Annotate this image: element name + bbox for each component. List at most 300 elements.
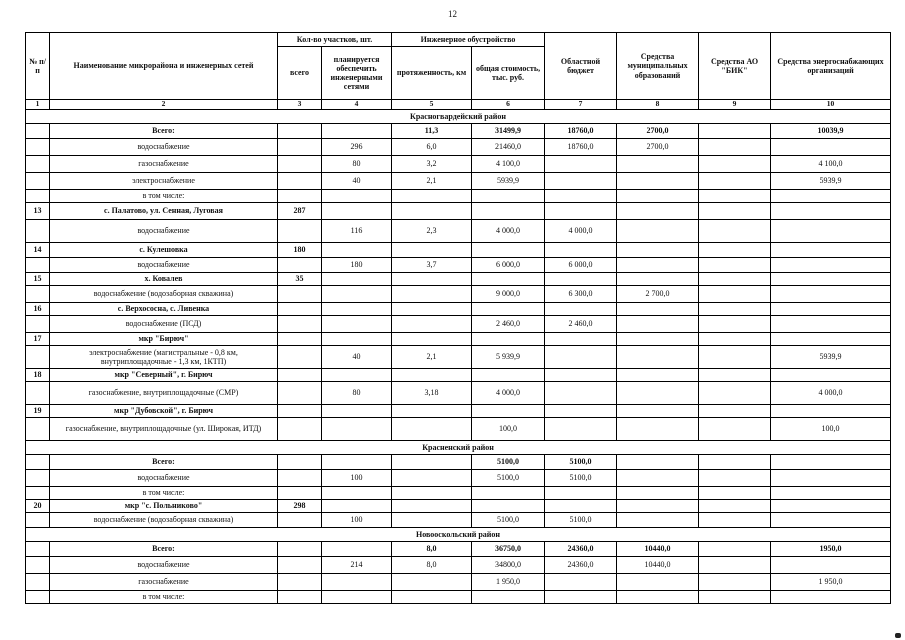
plots-planned-cell bbox=[322, 574, 392, 591]
plots-planned-cell bbox=[322, 333, 392, 346]
municipal-funds-cell bbox=[617, 405, 699, 418]
length-cell bbox=[392, 513, 472, 528]
row-number-cell bbox=[26, 316, 50, 333]
plots-total-cell bbox=[278, 258, 322, 273]
length-cell: 3,7 bbox=[392, 258, 472, 273]
length-cell: 6,0 bbox=[392, 139, 472, 156]
row-number-cell bbox=[26, 574, 50, 591]
energy-funds-cell bbox=[771, 470, 891, 487]
row-name-cell: Всего: bbox=[50, 542, 278, 557]
bik-funds-cell bbox=[699, 333, 771, 346]
municipal-funds-cell bbox=[617, 156, 699, 173]
municipal-funds-cell: 2700,0 bbox=[617, 139, 699, 156]
plots-total-cell bbox=[278, 333, 322, 346]
municipal-funds-cell bbox=[617, 487, 699, 500]
cost-cell: 4 000,0 bbox=[472, 382, 545, 405]
length-cell bbox=[392, 286, 472, 303]
bik-funds-cell bbox=[699, 173, 771, 190]
municipal-funds-cell bbox=[617, 303, 699, 316]
row-name-cell: х. Ковалев bbox=[50, 273, 278, 286]
row-name-cell: водоснабжение (водозаборная скважина) bbox=[50, 513, 278, 528]
plots-total-cell: 180 bbox=[278, 243, 322, 258]
cost-cell bbox=[472, 405, 545, 418]
energy-funds-cell bbox=[771, 557, 891, 574]
length-cell bbox=[392, 470, 472, 487]
energy-funds-cell bbox=[771, 220, 891, 243]
cost-cell bbox=[472, 500, 545, 513]
row-number-cell bbox=[26, 418, 50, 441]
length-cell: 8,0 bbox=[392, 542, 472, 557]
plots-planned-cell bbox=[322, 455, 392, 470]
table-row bbox=[26, 333, 891, 346]
column-number: 4 bbox=[322, 100, 392, 110]
regional-budget-cell: 2 460,0 bbox=[545, 316, 617, 333]
regional-budget-cell bbox=[545, 418, 617, 441]
energy-funds-cell bbox=[771, 369, 891, 382]
municipal-funds-cell: 2700,0 bbox=[617, 124, 699, 139]
plots-planned-cell bbox=[322, 273, 392, 286]
plots-total-cell bbox=[278, 574, 322, 591]
row-name-cell: водоснабжение bbox=[50, 258, 278, 273]
municipal-funds-cell bbox=[617, 258, 699, 273]
plots-planned-cell bbox=[322, 418, 392, 441]
regional-budget-cell bbox=[545, 203, 617, 220]
regional-budget-cell: 24360,0 bbox=[545, 557, 617, 574]
row-number-cell bbox=[26, 591, 50, 604]
energy-funds-cell bbox=[771, 405, 891, 418]
energy-funds-cell bbox=[771, 203, 891, 220]
municipal-funds-cell bbox=[617, 513, 699, 528]
header-name: Наименование микрорайона и инженерных сетей bbox=[50, 33, 278, 100]
municipal-funds-cell bbox=[617, 243, 699, 258]
energy-funds-cell bbox=[771, 591, 891, 604]
cost-cell: 5100,0 bbox=[472, 513, 545, 528]
row-name-cell: водоснабжение bbox=[50, 470, 278, 487]
energy-funds-cell bbox=[771, 303, 891, 316]
header-infra-group: Инженерное обустройство bbox=[392, 33, 545, 47]
cost-cell: 31499,9 bbox=[472, 124, 545, 139]
plots-planned-cell bbox=[322, 542, 392, 557]
cost-cell: 5100,0 bbox=[472, 455, 545, 470]
plots-planned-cell bbox=[322, 591, 392, 604]
cost-cell: 1 950,0 bbox=[472, 574, 545, 591]
district-title: Красногвардейский район bbox=[26, 110, 891, 124]
plots-planned-cell bbox=[322, 369, 392, 382]
column-number: 7 bbox=[545, 100, 617, 110]
bik-funds-cell bbox=[699, 574, 771, 591]
row-name-cell: с. Палатово, ул. Сенная, Луговая bbox=[50, 203, 278, 220]
municipal-funds-cell bbox=[617, 333, 699, 346]
district-header-row bbox=[26, 528, 891, 542]
regional-budget-cell bbox=[545, 487, 617, 500]
plots-total-cell bbox=[278, 591, 322, 604]
plots-planned-cell bbox=[322, 303, 392, 316]
page-number: 12 bbox=[448, 9, 457, 19]
length-cell bbox=[392, 455, 472, 470]
cost-cell: 9 000,0 bbox=[472, 286, 545, 303]
header-planned: планируется обеспечить инженерными сетями bbox=[322, 47, 392, 100]
regional-budget-cell: 5100,0 bbox=[545, 513, 617, 528]
cost-cell: 4 100,0 bbox=[472, 156, 545, 173]
column-number-row bbox=[26, 100, 891, 110]
plots-planned-cell bbox=[322, 190, 392, 203]
plots-total-cell bbox=[278, 405, 322, 418]
bik-funds-cell bbox=[699, 156, 771, 173]
regional-budget-cell: 6 000,0 bbox=[545, 258, 617, 273]
length-cell: 2,3 bbox=[392, 220, 472, 243]
regional-budget-cell bbox=[545, 173, 617, 190]
plots-total-cell bbox=[278, 190, 322, 203]
row-number-cell: 15 bbox=[26, 273, 50, 286]
municipal-funds-cell: 10440,0 bbox=[617, 557, 699, 574]
column-number: 2 bbox=[50, 100, 278, 110]
row-number-cell: 20 bbox=[26, 500, 50, 513]
cost-cell bbox=[472, 243, 545, 258]
plots-total-cell bbox=[278, 455, 322, 470]
bik-funds-cell bbox=[699, 455, 771, 470]
row-number-cell bbox=[26, 173, 50, 190]
bik-funds-cell bbox=[699, 542, 771, 557]
cost-cell: 2 460,0 bbox=[472, 316, 545, 333]
row-number-cell bbox=[26, 455, 50, 470]
bik-funds-cell bbox=[699, 513, 771, 528]
row-number-cell bbox=[26, 513, 50, 528]
row-name-cell: водоснабжение bbox=[50, 139, 278, 156]
district-title: Красненский район bbox=[26, 441, 891, 455]
municipal-funds-cell bbox=[617, 369, 699, 382]
municipal-funds-cell: 10440,0 bbox=[617, 542, 699, 557]
regional-budget-cell: 18760,0 bbox=[545, 139, 617, 156]
row-name-cell: мкр "с. Польниково" bbox=[50, 500, 278, 513]
table-row bbox=[26, 156, 891, 173]
plots-planned-cell bbox=[322, 243, 392, 258]
table-row bbox=[26, 513, 891, 528]
plots-total-cell bbox=[278, 303, 322, 316]
table-row bbox=[26, 500, 891, 513]
table-row bbox=[26, 286, 891, 303]
table-row bbox=[26, 220, 891, 243]
plots-total-cell bbox=[278, 470, 322, 487]
length-cell: 2,1 bbox=[392, 346, 472, 369]
regional-budget-cell bbox=[545, 500, 617, 513]
plots-planned-cell: 214 bbox=[322, 557, 392, 574]
length-cell: 11,3 bbox=[392, 124, 472, 139]
plots-planned-cell: 100 bbox=[322, 470, 392, 487]
energy-funds-cell bbox=[771, 333, 891, 346]
plots-planned-cell: 40 bbox=[322, 346, 392, 369]
cost-cell: 6 000,0 bbox=[472, 258, 545, 273]
cost-cell: 4 000,0 bbox=[472, 220, 545, 243]
header-no: № п/п bbox=[26, 33, 50, 100]
plots-total-cell bbox=[278, 418, 322, 441]
cost-cell: 5 939,9 bbox=[472, 346, 545, 369]
table-row bbox=[26, 190, 891, 203]
plots-total-cell bbox=[278, 220, 322, 243]
regional-budget-cell bbox=[545, 405, 617, 418]
cost-cell bbox=[472, 487, 545, 500]
cost-cell bbox=[472, 591, 545, 604]
plots-total-cell bbox=[278, 513, 322, 528]
table-row bbox=[26, 243, 891, 258]
regional-budget-cell: 24360,0 bbox=[545, 542, 617, 557]
row-number-cell bbox=[26, 557, 50, 574]
bik-funds-cell bbox=[699, 286, 771, 303]
regional-budget-cell bbox=[545, 591, 617, 604]
plots-total-cell: 287 bbox=[278, 203, 322, 220]
row-name-cell: газоснабжение, внутриплощадочные (ул. Широкая, ИТД) bbox=[50, 418, 278, 441]
row-name-cell: электроснабжение (магистральные - 0,8 км, внутриплощадочные - 1,3 км, 1КТП) bbox=[50, 346, 278, 369]
energy-funds-cell bbox=[771, 243, 891, 258]
row-name-cell: в том числе: bbox=[50, 190, 278, 203]
row-name-cell: Всего: bbox=[50, 455, 278, 470]
row-name-cell: водоснабжение bbox=[50, 220, 278, 243]
row-name-cell: водоснабжение bbox=[50, 557, 278, 574]
plots-total-cell bbox=[278, 369, 322, 382]
row-name-cell: в том числе: bbox=[50, 591, 278, 604]
regional-budget-cell: 6 300,0 bbox=[545, 286, 617, 303]
table-row bbox=[26, 591, 891, 604]
municipal-funds-cell bbox=[617, 203, 699, 220]
row-name-cell: мкр "Бирюч" bbox=[50, 333, 278, 346]
cost-cell bbox=[472, 203, 545, 220]
table-row bbox=[26, 382, 891, 405]
length-cell bbox=[392, 243, 472, 258]
plots-planned-cell bbox=[322, 124, 392, 139]
row-number-cell bbox=[26, 258, 50, 273]
table-row bbox=[26, 346, 891, 369]
bik-funds-cell bbox=[699, 243, 771, 258]
bik-funds-cell bbox=[699, 557, 771, 574]
row-name-cell: мкр "Северный", г. Бирюч bbox=[50, 369, 278, 382]
municipal-funds-cell bbox=[617, 273, 699, 286]
length-cell bbox=[392, 574, 472, 591]
energy-funds-cell: 5939,9 bbox=[771, 173, 891, 190]
regional-budget-cell bbox=[545, 369, 617, 382]
table-body bbox=[26, 110, 891, 604]
regional-budget-cell: 5100,0 bbox=[545, 455, 617, 470]
cost-cell bbox=[472, 303, 545, 316]
header-plots-group: Кол-во участков, шт. bbox=[278, 33, 392, 47]
regional-budget-cell bbox=[545, 190, 617, 203]
district-header-row bbox=[26, 110, 891, 124]
length-cell bbox=[392, 369, 472, 382]
regional-budget-cell bbox=[545, 574, 617, 591]
bik-funds-cell bbox=[699, 405, 771, 418]
plots-planned-cell bbox=[322, 286, 392, 303]
table-row bbox=[26, 574, 891, 591]
municipal-funds-cell bbox=[617, 500, 699, 513]
energy-funds-cell: 100,0 bbox=[771, 418, 891, 441]
row-number-cell bbox=[26, 346, 50, 369]
table-row bbox=[26, 124, 891, 139]
energy-funds-cell bbox=[771, 455, 891, 470]
header-bik: Средства АО "БИК" bbox=[699, 33, 771, 100]
table-row bbox=[26, 405, 891, 418]
header-total: всего bbox=[278, 47, 322, 100]
district-header-row bbox=[26, 441, 891, 455]
plots-planned-cell bbox=[322, 487, 392, 500]
plots-planned-cell bbox=[322, 203, 392, 220]
bik-funds-cell bbox=[699, 303, 771, 316]
row-name-cell: мкр "Дубовской", г. Бирюч bbox=[50, 405, 278, 418]
length-cell bbox=[392, 190, 472, 203]
row-number-cell: 13 bbox=[26, 203, 50, 220]
bik-funds-cell bbox=[699, 220, 771, 243]
row-name-cell: газоснабжение, внутриплощадочные (СМР) bbox=[50, 382, 278, 405]
plots-total-cell bbox=[278, 139, 322, 156]
bik-funds-cell bbox=[699, 273, 771, 286]
energy-funds-cell bbox=[771, 139, 891, 156]
header-regional: Областной бюджет bbox=[545, 33, 617, 100]
page-corner-mark bbox=[895, 633, 901, 638]
row-number-cell bbox=[26, 139, 50, 156]
cost-cell: 36750,0 bbox=[472, 542, 545, 557]
row-name-cell: с. Верхососна, с. Ливенка bbox=[50, 303, 278, 316]
plots-planned-cell: 180 bbox=[322, 258, 392, 273]
bik-funds-cell bbox=[699, 500, 771, 513]
length-cell bbox=[392, 203, 472, 220]
plots-planned-cell: 100 bbox=[322, 513, 392, 528]
table-row bbox=[26, 487, 891, 500]
plots-total-cell bbox=[278, 346, 322, 369]
length-cell bbox=[392, 487, 472, 500]
row-number-cell bbox=[26, 220, 50, 243]
regional-budget-cell bbox=[545, 243, 617, 258]
length-cell bbox=[392, 418, 472, 441]
bik-funds-cell bbox=[699, 487, 771, 500]
energy-funds-cell bbox=[771, 258, 891, 273]
energy-funds-cell bbox=[771, 487, 891, 500]
row-name-cell: в том числе: bbox=[50, 487, 278, 500]
row-number-cell bbox=[26, 286, 50, 303]
row-name-cell: газоснабжение bbox=[50, 156, 278, 173]
bik-funds-cell bbox=[699, 470, 771, 487]
row-name-cell: газоснабжение bbox=[50, 574, 278, 591]
municipal-funds-cell bbox=[617, 173, 699, 190]
cost-cell: 5939,9 bbox=[472, 173, 545, 190]
table-row bbox=[26, 470, 891, 487]
energy-funds-cell bbox=[771, 513, 891, 528]
energy-funds-cell: 4 000,0 bbox=[771, 382, 891, 405]
row-name-cell: водоснабжение (водозаборная скважина) bbox=[50, 286, 278, 303]
municipal-funds-cell bbox=[617, 316, 699, 333]
column-number: 8 bbox=[617, 100, 699, 110]
cost-cell: 21460,0 bbox=[472, 139, 545, 156]
table-row bbox=[26, 316, 891, 333]
bik-funds-cell bbox=[699, 382, 771, 405]
regional-budget-cell bbox=[545, 156, 617, 173]
table-row bbox=[26, 203, 891, 220]
row-number-cell: 14 bbox=[26, 243, 50, 258]
energy-funds-cell: 1950,0 bbox=[771, 542, 891, 557]
plots-total-cell bbox=[278, 557, 322, 574]
regional-budget-cell bbox=[545, 303, 617, 316]
row-number-cell bbox=[26, 156, 50, 173]
column-number: 6 bbox=[472, 100, 545, 110]
header-cost: общая стоимость, тыс. руб. bbox=[472, 47, 545, 100]
table-row bbox=[26, 369, 891, 382]
length-cell bbox=[392, 333, 472, 346]
row-number-cell: 19 bbox=[26, 405, 50, 418]
table-row bbox=[26, 557, 891, 574]
plots-planned-cell: 80 bbox=[322, 382, 392, 405]
cost-cell bbox=[472, 273, 545, 286]
municipal-funds-cell bbox=[617, 574, 699, 591]
cost-cell: 34800,0 bbox=[472, 557, 545, 574]
length-cell: 8,0 bbox=[392, 557, 472, 574]
plots-planned-cell: 296 bbox=[322, 139, 392, 156]
plots-planned-cell: 40 bbox=[322, 173, 392, 190]
plots-total-cell bbox=[278, 124, 322, 139]
bik-funds-cell bbox=[699, 190, 771, 203]
energy-funds-cell bbox=[771, 286, 891, 303]
bik-funds-cell bbox=[699, 591, 771, 604]
cost-cell: 100,0 bbox=[472, 418, 545, 441]
column-number: 10 bbox=[771, 100, 891, 110]
header-length: протяженность, км bbox=[392, 47, 472, 100]
length-cell bbox=[392, 500, 472, 513]
plots-total-cell bbox=[278, 382, 322, 405]
length-cell: 3,2 bbox=[392, 156, 472, 173]
bik-funds-cell bbox=[699, 316, 771, 333]
plots-total-cell bbox=[278, 286, 322, 303]
table-row bbox=[26, 273, 891, 286]
table-row bbox=[26, 542, 891, 557]
cost-cell: 5100,0 bbox=[472, 470, 545, 487]
row-name-cell: электроснабжение bbox=[50, 173, 278, 190]
energy-funds-cell: 1 950,0 bbox=[771, 574, 891, 591]
header-municipal: Средства муниципальных образований bbox=[617, 33, 699, 100]
plots-total-cell bbox=[278, 316, 322, 333]
row-name-cell: с. Кулешовка bbox=[50, 243, 278, 258]
length-cell: 2,1 bbox=[392, 173, 472, 190]
plots-total-cell bbox=[278, 173, 322, 190]
plots-planned-cell bbox=[322, 405, 392, 418]
row-number-cell bbox=[26, 470, 50, 487]
plots-planned-cell: 80 bbox=[322, 156, 392, 173]
row-number-cell: 16 bbox=[26, 303, 50, 316]
column-number: 9 bbox=[699, 100, 771, 110]
column-number: 3 bbox=[278, 100, 322, 110]
energy-funds-cell bbox=[771, 316, 891, 333]
energy-funds-cell: 5939,9 bbox=[771, 346, 891, 369]
table-row bbox=[26, 173, 891, 190]
municipal-funds-cell bbox=[617, 591, 699, 604]
table-row bbox=[26, 418, 891, 441]
table-row bbox=[26, 455, 891, 470]
column-number: 1 bbox=[26, 100, 50, 110]
table-row bbox=[26, 258, 891, 273]
row-number-cell: 17 bbox=[26, 333, 50, 346]
regional-budget-cell: 4 000,0 bbox=[545, 220, 617, 243]
plots-planned-cell bbox=[322, 316, 392, 333]
plots-total-cell bbox=[278, 542, 322, 557]
length-cell bbox=[392, 591, 472, 604]
row-name-cell: водоснабжение (ПСД) bbox=[50, 316, 278, 333]
plots-planned-cell: 116 bbox=[322, 220, 392, 243]
bik-funds-cell bbox=[699, 418, 771, 441]
length-cell bbox=[392, 405, 472, 418]
plots-total-cell bbox=[278, 156, 322, 173]
energy-funds-cell: 4 100,0 bbox=[771, 156, 891, 173]
bik-funds-cell bbox=[699, 124, 771, 139]
length-cell bbox=[392, 316, 472, 333]
plots-total-cell: 298 bbox=[278, 500, 322, 513]
length-cell bbox=[392, 303, 472, 316]
cost-cell bbox=[472, 190, 545, 203]
row-number-cell bbox=[26, 124, 50, 139]
length-cell: 3,18 bbox=[392, 382, 472, 405]
